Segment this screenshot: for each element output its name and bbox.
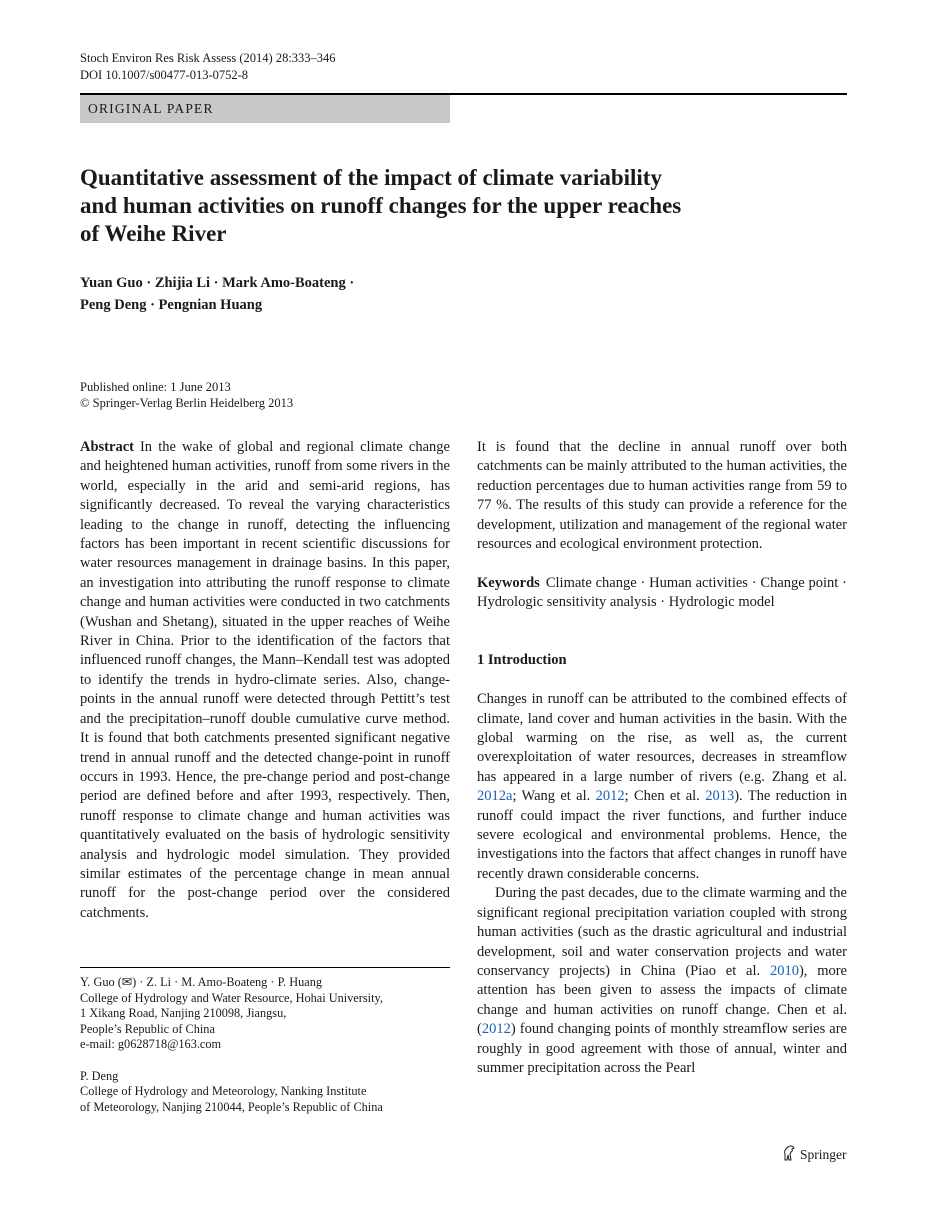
intro-text: During the past decades, due to the climate warming and the significant regional precipitation variation coupled with strong human activities (such as the drastic agricultural and industrial development, soil and water conservation projects and water conservancy projects) in China (Piao et al. [477,885,847,979]
abstract [80,438,450,923]
abstract-text: In the wake of global and regional climate change and heightened human activities, runoff from some rivers in the world, especially in the arid and semi-arid regions, has significantly decreased. To reveal the varying characteristics leading to the change in runoff, detecting the influencing factors has been important in recent scientific discussions for water resources management in drainage basins. In this paper, an investigation into attributing the runoff response to climate change and human activities were conducted in two catchments (Wushan and Shetang), situated in the upper reaches of Weihe River in China. Prior to the identification of the factors that influenced runoff changes, the Mann–Kendall test was adopted to identify the trends in hydro-climate series. Also, change-points in the annual runoff were detected through Pettitt’s test and the precipitation–runoff double cumulative curve method. It is found that both catchments presented significant negative trend in annual runoff and the detected change-point in runoff occurs in 1993. Hence, the pre-change period and post-change period are defined before and after 1993, respectively. Then, runoff response to climate change and human activities was quantitatively evaluated on the basis of hydrologic sensitivity analysis and hydrologic model simulation. They provided similar estimates of the percentage change in mean annual runoff for the post-change period over the considered catchments. [80,439,450,921]
abstract-label: Abstract [80,439,134,455]
author-line: Peng Deng · Pengnian Huang [80,297,263,313]
affiliation-line: Y. Guo (✉) · Z. Li · M. Amo-Boateng · P. Huang [80,975,322,989]
email-link[interactable]: e-mail: g0628718@163.com [80,1037,222,1052]
affiliation-line: of Meteorology, Nanjing 210044, People’s Republic of China [80,1099,383,1114]
intro-text: Changes in runoff can be attributed to the combined effects of climate, land cover and human activities in the basin. With the global warming on the rise, as well as, the current overexploitation of water resources, decreases in streamflow has appeared in a large number of rivers (e.g. Zhang et al. [477,691,847,785]
citation-link[interactable]: 2013 [705,788,735,805]
paper-title [80,164,780,248]
title-line: of Weihe River [80,221,227,246]
doi: DOI 10.1007/s00477-013-0752-8 [80,68,249,82]
intro-text: ), more attention has been given to assess the impacts of climate change and human activities on runoff change. Chen et al. ( [477,962,847,1038]
keywords-label: Keywords [477,574,540,591]
journal-citation: Stoch Environ Res Risk Assess (2014) 28:333–346 [80,51,336,65]
affiliation-line: People’s Republic of China [80,1021,215,1036]
springer-horse-icon [782,1145,796,1165]
intro-text: ; Wang et al. [512,788,596,805]
affiliations [80,975,460,1115]
affiliation-line: 1 Xikang Road, Nanjing 210098, Jiangsu, [80,1006,287,1021]
copyright: © Springer-Verlag Berlin Heidelberg 2013 [80,396,294,410]
publisher-name: Springer [800,1147,847,1162]
affiliation-line: P. Deng [80,1068,119,1083]
published-date: Published online: 1 June 2013 [80,380,231,394]
title-line: Quantitative assessment of the impact of climate variability [80,165,662,190]
section-heading-introduction: 1 Introduction [477,652,567,669]
right-column [477,438,847,1078]
intro-text: ) found changing points of monthly streamflow series are roughly in good agreement with those of annual, winter and summer precipitation across the Pearl [477,1021,847,1076]
intro-text: ). The reduction in runoff could impact the river functions, and further induce severe ecological and environmental problems. Hence, the investigations into the factors that affect changes in runoff have recently drawn considerable concerns. [477,788,847,882]
intro-text: ; Chen et al. [624,788,706,805]
affiliation-line: College of Hydrology and Water Resource, Hohai University, [80,990,383,1005]
citation-link[interactable]: 2012 [595,788,625,805]
keywords [477,574,847,613]
left-column [80,438,450,923]
article-type-label: ORIGINAL PAPER [88,101,214,116]
keywords-text: Climate change · Human activities · Change point · Hydrologic sensitivity analysis · Hydrologic model [477,574,847,611]
citation-link[interactable]: 2012 [481,1021,511,1038]
abstract-continuation: It is found that the decline in annual runoff over both catchments can be mainly attributed to the human activities, the reduction percentages due to human activities range from 59 to 77 %. The results of this study can provide a reference for the development, utilization and management of the regional water resources and ecological environment protection. [477,439,847,553]
citation-link[interactable]: 2012a [477,788,513,805]
citation-link[interactable]: 2010 [769,962,799,979]
intro-paragraph-1 [477,690,847,884]
publisher-logo [782,1145,847,1165]
title-line: and human activities on runoff changes for the upper reaches [80,193,682,218]
affiliation-rule [80,967,450,968]
affiliation-line: College of Hydrology and Meteorology, Nanking Institute [80,1084,367,1099]
author-list [80,272,580,316]
article-type-bar [80,95,450,123]
author-line: Yuan Guo · Zhijia Li · Mark Amo-Boateng · [80,275,355,291]
intro-paragraph-2 [477,884,847,1078]
